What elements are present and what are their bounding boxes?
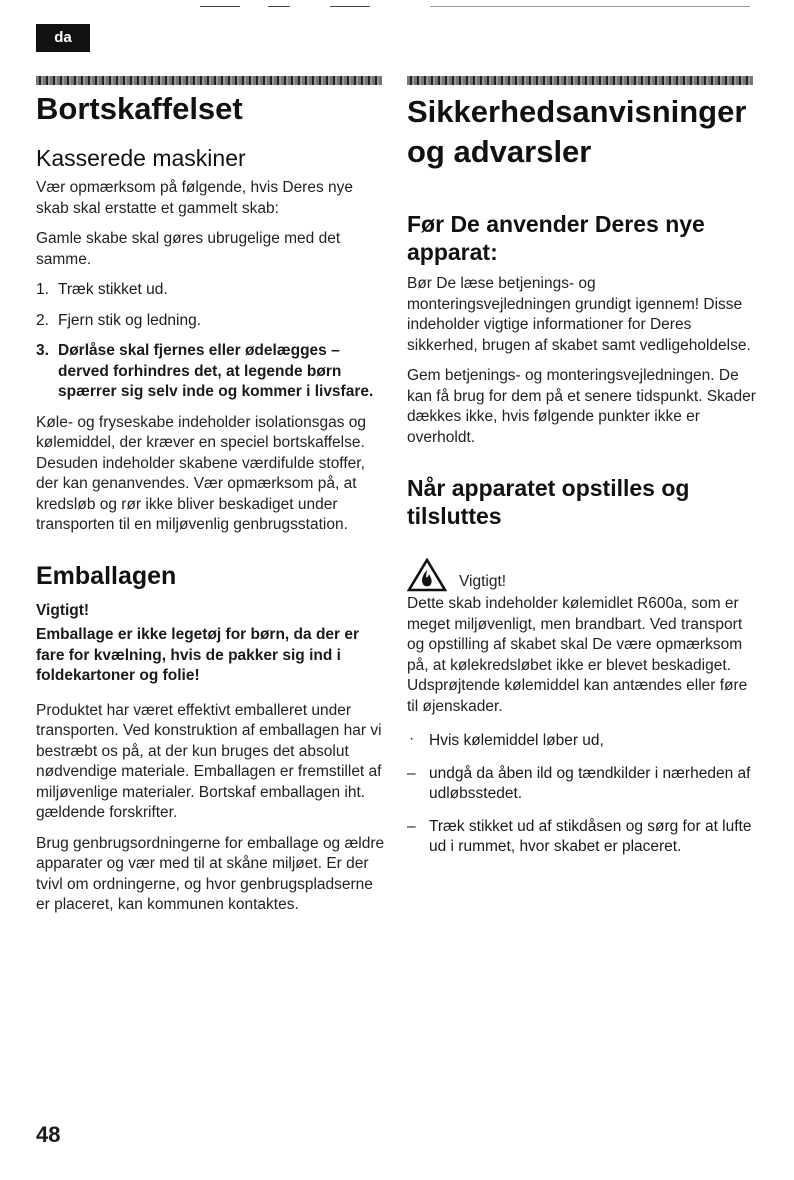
packaging-important-label: Vigtigt! — [36, 601, 90, 619]
top-edge-line — [330, 6, 370, 7]
top-edge-line — [430, 6, 750, 7]
fire-warning-icon — [407, 558, 447, 592]
header-rule-right — [407, 76, 753, 85]
language-tab: da — [36, 24, 90, 52]
refrigerant-warning-text: Dette skab indeholder kølemidlet R600a, som er meget miljøvenligt, men brandbart. Ved transport og opstilling af skabet skal De være opmærksom på, at kølekredsløbet ikke er blevet beskadiget. Udsprøjtende kølemiddel kan antændes eller føre til øjenskader. — [407, 595, 748, 715]
leak-instruction-1: · Hvis kølemiddel løber ud, — [409, 730, 604, 749]
step-3: 3. Dørlåse skal fjernes eller ødelægges – derved forhindres det, at legende børn spærrer sig selv inde og kommer i livsfare. — [36, 342, 374, 400]
left-column — [36, 92, 386, 916]
leak-instruction-2: – undgå da åben ild og tændkilder i nærheden af udløbsstedet. — [407, 764, 751, 802]
page-number: 48 — [36, 1122, 61, 1147]
packaging-heading: Emballagen — [36, 561, 177, 590]
top-edge-line — [200, 6, 240, 7]
recycling-text: Brug genbrugsordningerne for emballage og ældre apparater og vær med til at skåne miljøet. Er der tvivl om ordningerne, og hvor genbrugspladserne er placeret, kan kommunen kontaktes. — [36, 834, 385, 913]
refrigerant-disposal-text: Køle- og fryseskabe indeholder isolationsgas og kølemiddel, der kræver en speciel bortskaffelse. Desuden indeholder skabene værdifulde stoffer, der kan genanvendes. Vær opmærksom på, at kredsløb og rør ikke bliver beskadiget under transporten til en miljøvenlig genbrugsstation. — [36, 413, 366, 533]
leak-instructions — [407, 731, 757, 858]
disposal-steps — [36, 280, 386, 403]
installation-important-label: Vigtigt! — [459, 572, 507, 590]
leak-instruction-3: – Træk stikket ud af stikdåsen og sørg for at lufte ud i rummet, hvor skabet er placeret. — [407, 817, 752, 855]
old-cabinets-text: Gamle skabe skal gøres ubrugelige med det samme. — [36, 230, 341, 268]
step-1: 1. Træk stikket ud. — [36, 281, 168, 298]
keep-manual-text: Gem betjenings- og monteringsvejledningen. De kan få brug for dem på et senere tidspunkt. Skader dækkes ikke, hvis følgende punkter ikke er overholdt. — [407, 367, 756, 446]
header-rule-left — [36, 76, 382, 85]
intro-text: Vær opmærksom på følgende, hvis Deres nye skab skal erstatte et gammelt skab: — [36, 179, 354, 217]
warning-row — [407, 558, 757, 592]
top-edge-line — [268, 6, 290, 7]
step-2: 2. Fjern stik og ledning. — [36, 311, 202, 329]
disposal-title: Bortskaffelset — [36, 91, 243, 126]
packaging-warning: Emballage er ikke legetøj for børn, da der er fare for kvælning, hvis de pakker sig ind i foldekartoner og folie! — [36, 626, 360, 684]
before-use-heading: Før De anvender Deres nye apparat: — [407, 211, 705, 265]
right-column — [407, 92, 757, 870]
discarded-machines-heading: Kasserede maskiner — [36, 145, 246, 171]
packaging-description: Produktet har været effektivt emballeret under transporten. Ved konstruktion af emballagen har vi bestræbt os på, at der kun bruges det absolut nødvendige materiale. Emballagen er fremstillet af miljøvenlige materialer. Bortskaf emballagen iht. gældende forskrifter. — [36, 701, 382, 821]
read-manual-text: Bør De læse betjenings- og monteringsvejledningen grundigt igennem! Disse indeholder vigtige informationer for Deres sikkerhed, brugen af skabet samt vedligeholdelse. — [407, 275, 751, 354]
installation-heading: Når apparatet opstilles og tilsluttes — [407, 475, 690, 529]
safety-title: Sikkerhedsanvisninger og advarsler — [407, 94, 747, 169]
